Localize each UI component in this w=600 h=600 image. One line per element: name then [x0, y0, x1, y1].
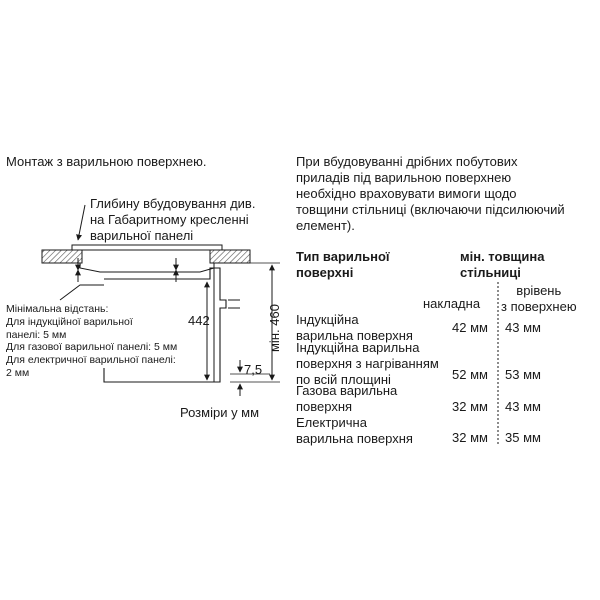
col-thickness-header: мін. товщина стільниці — [460, 249, 545, 280]
row-overlay: 32 мм — [452, 430, 488, 445]
cooktop-body — [80, 263, 214, 272]
sub-header-flush: врівень з поверхнею — [501, 283, 577, 314]
row-flush: 43 мм — [505, 399, 541, 414]
row-type: Індукційна варильна поверхня з нагріванням по всій площині — [296, 340, 439, 387]
row-overlay: 32 мм — [452, 399, 488, 414]
depth-note: Глибину вбудовування див. на Габаритному кресленні варильної панелі — [90, 196, 256, 243]
depth-leader — [78, 205, 85, 240]
dimension-7-5: 7,5 — [244, 362, 263, 377]
countertop-right — [210, 250, 250, 263]
countertop-left — [42, 250, 82, 263]
dimension-442: 442 — [188, 313, 210, 328]
mounting-heading: Монтаж з варильною поверхнею. — [6, 154, 207, 169]
row-type: Газова варильна поверхня — [296, 383, 398, 414]
row-flush: 43 мм — [505, 320, 541, 335]
row-type: Електрична варильна поверхня — [296, 415, 413, 446]
intro-text: При вбудовуванні дрібних побутових приладів під варильною поверхнею необхідно враховувати вимоги щодо товщини стільниці (включаючи підсилюючий елемент). — [296, 154, 565, 233]
col-type-header: Тип варильної поверхні — [296, 249, 390, 280]
row-overlay: 42 мм — [452, 320, 488, 335]
row-type: Індукційна варильна поверхня — [296, 312, 413, 343]
row-flush: 53 мм — [505, 367, 541, 382]
units-caption: Розміри у мм — [180, 405, 260, 420]
cooktop-glass — [72, 245, 222, 250]
row-flush: 35 мм — [505, 430, 541, 445]
row-overlay: 52 мм — [452, 367, 488, 382]
sub-header-overlay: накладна — [423, 296, 481, 311]
min-distance-note: Мінімальна відстань: Для індукційної варильної панелі: 5 мм Для газової варильної панелі: 5 мм Для електричної варильної панелі: 2 мм — [6, 303, 178, 379]
min-distance-leader — [60, 285, 104, 300]
dimension-460: мін. 460 — [267, 304, 282, 352]
